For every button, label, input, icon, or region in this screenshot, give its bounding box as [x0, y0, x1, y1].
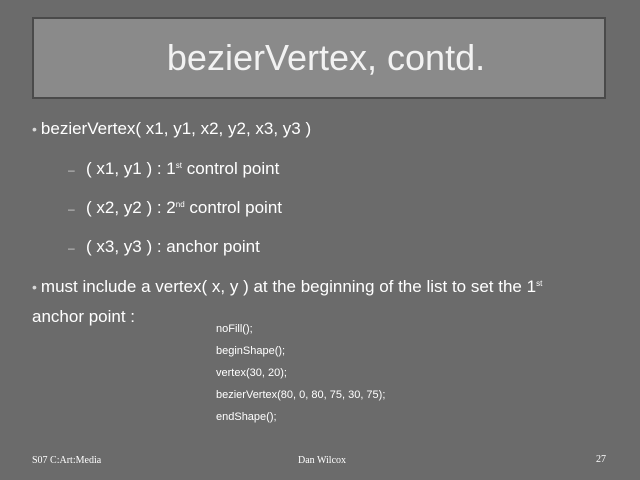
- sub-item-text: control point: [181, 159, 280, 178]
- sub-item-text: control point: [184, 198, 282, 217]
- bullet-icon: •: [32, 121, 37, 137]
- dash-icon: –: [68, 163, 75, 177]
- sub-item-text: ( x2, y2 ) : 2: [86, 198, 176, 217]
- code-line: beginShape();: [216, 345, 286, 357]
- superscript: st: [536, 279, 543, 288]
- sub-item-control-point-1: [68, 159, 279, 179]
- sub-item-control-point-2: [68, 198, 282, 218]
- code-block: [216, 318, 385, 428]
- sub-item-text: ( x1, y1 ) : 1: [86, 159, 176, 178]
- code-line: vertex(30, 20);: [216, 367, 287, 379]
- dash-icon: –: [68, 202, 75, 216]
- bullet-icon: •: [32, 279, 37, 295]
- footer-author: Dan Wilcox: [298, 455, 347, 466]
- superscript: st: [175, 161, 182, 170]
- bullet-text: must include a vertex( x, y ) at the beginning of the list to set the 1: [40, 277, 537, 296]
- title-box: [32, 17, 606, 99]
- sub-item-text: ( x3, y3 ) : anchor point: [86, 237, 260, 256]
- footer-course: S07 C:Art:Media: [32, 455, 102, 466]
- sub-item-anchor-point: [68, 237, 260, 257]
- superscript: nd: [175, 200, 185, 209]
- footer-page-number: 27: [596, 454, 606, 465]
- code-line: bezierVertex(80, 0, 80, 75, 30, 75);: [216, 389, 386, 401]
- bullet-vertex-note-continued: anchor point :: [32, 307, 136, 326]
- dash-icon: –: [68, 241, 75, 255]
- bullet-vertex-note: [32, 277, 542, 297]
- code-line: noFill();: [216, 323, 253, 335]
- slide-title: bezierVertex, contd.: [166, 37, 486, 78]
- bullet-text: bezierVertex( x1, y1, x2, y2, x3, y3 ): [40, 119, 312, 138]
- code-line: endShape();: [216, 411, 277, 423]
- bullet-bezier-signature: [32, 119, 311, 139]
